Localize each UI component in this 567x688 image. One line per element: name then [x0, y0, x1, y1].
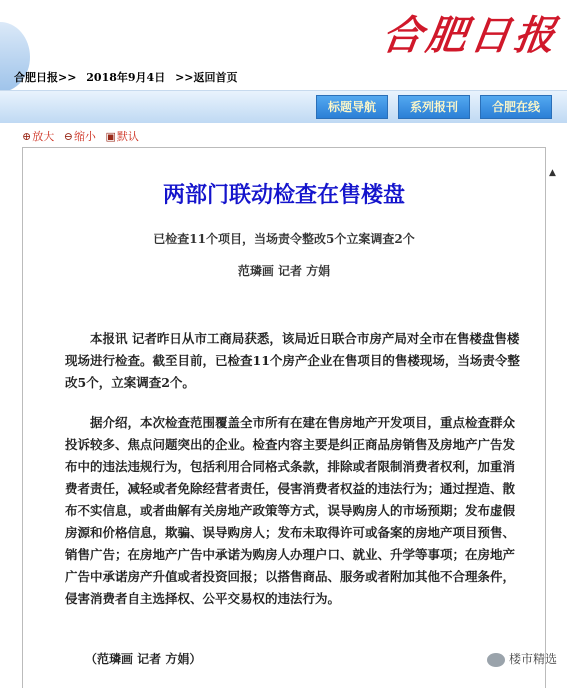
- breadcrumb-date: 2018年9月4日: [86, 71, 166, 84]
- zoom-in-icon: ⊕: [22, 130, 32, 143]
- wechat-icon: [487, 653, 505, 667]
- zoom-out-button[interactable]: ⊖缩小: [63, 130, 96, 143]
- page-header: [0, 0, 567, 92]
- wechat-watermark: 楼市精选: [487, 650, 557, 667]
- nav-hefei-online-button[interactable]: 合肥在线: [480, 95, 552, 119]
- default-icon: ▣: [105, 130, 116, 143]
- default-size-button[interactable]: ▣默认: [105, 130, 139, 143]
- scroll-up-arrow-icon[interactable]: ▲: [549, 168, 556, 178]
- article-subtitle: 已检查11个项目，当场责令整改5个立案调查2个: [153, 232, 415, 246]
- article-paragraph: 本报讯 记者昨日从市工商局获悉，该局近日联合市房产局对全市在售楼盘售楼现场进行检查。截至目前，已检查11个房产企业在售项目的售楼现场，当场责令整改5个，立案调查2个。: [65, 331, 520, 390]
- breadcrumb-home-link[interactable]: 合肥日报>>: [14, 71, 77, 84]
- article-title: 两部门联动检查在售楼盘: [162, 182, 405, 208]
- article-panel: [22, 147, 546, 688]
- nav-bar: [0, 90, 567, 123]
- text-size-toolbar: [22, 128, 145, 144]
- article-paragraph: 据介绍，本次检查范围覆盖全市所有在建在售房地产开发项目，重点检查群众投诉较多、焦点问题突出的企业。检查内容主要是纠正商品房销售及房地产广告发布中的违法违规行为，包括利用合同格式条款，排除或者限制消费者权利，加重消费者责任，减轻或者免除经营者责任，侵害消费者权益的违法行为；通过捏造、散布不实信息，或者曲解有关房地产政策等方式，误导购房人的市场预期；发布虚假房源和价格信息，欺骗、误导购房人；发布未取得许可或备案的房地产项目预售、销售广告；在房地产广告中承诺为购房人办理户口、就业、升学等事项；在房地产广告中承诺房产升值或者投资回报；以搭售商品、服务或者附加其他不合理条件，侵害消费者自主选择权、公平交易权的违法行为。: [65, 415, 516, 606]
- breadcrumb-back-link[interactable]: >>返回首页: [175, 71, 238, 84]
- nav-title-guide-button[interactable]: 标题导航: [316, 95, 388, 119]
- article-byline: 范璘画 记者 方娟: [237, 264, 331, 278]
- nav-series-papers-button[interactable]: 系列报刊: [398, 95, 470, 119]
- zoom-in-button[interactable]: ⊕放大: [22, 130, 55, 143]
- newspaper-masthead: 合肥日报: [379, 12, 562, 59]
- zoom-out-icon: ⊖: [63, 130, 73, 143]
- breadcrumb: [14, 69, 244, 85]
- article-closing-byline: （范璘画 记者 方娟）: [85, 652, 202, 666]
